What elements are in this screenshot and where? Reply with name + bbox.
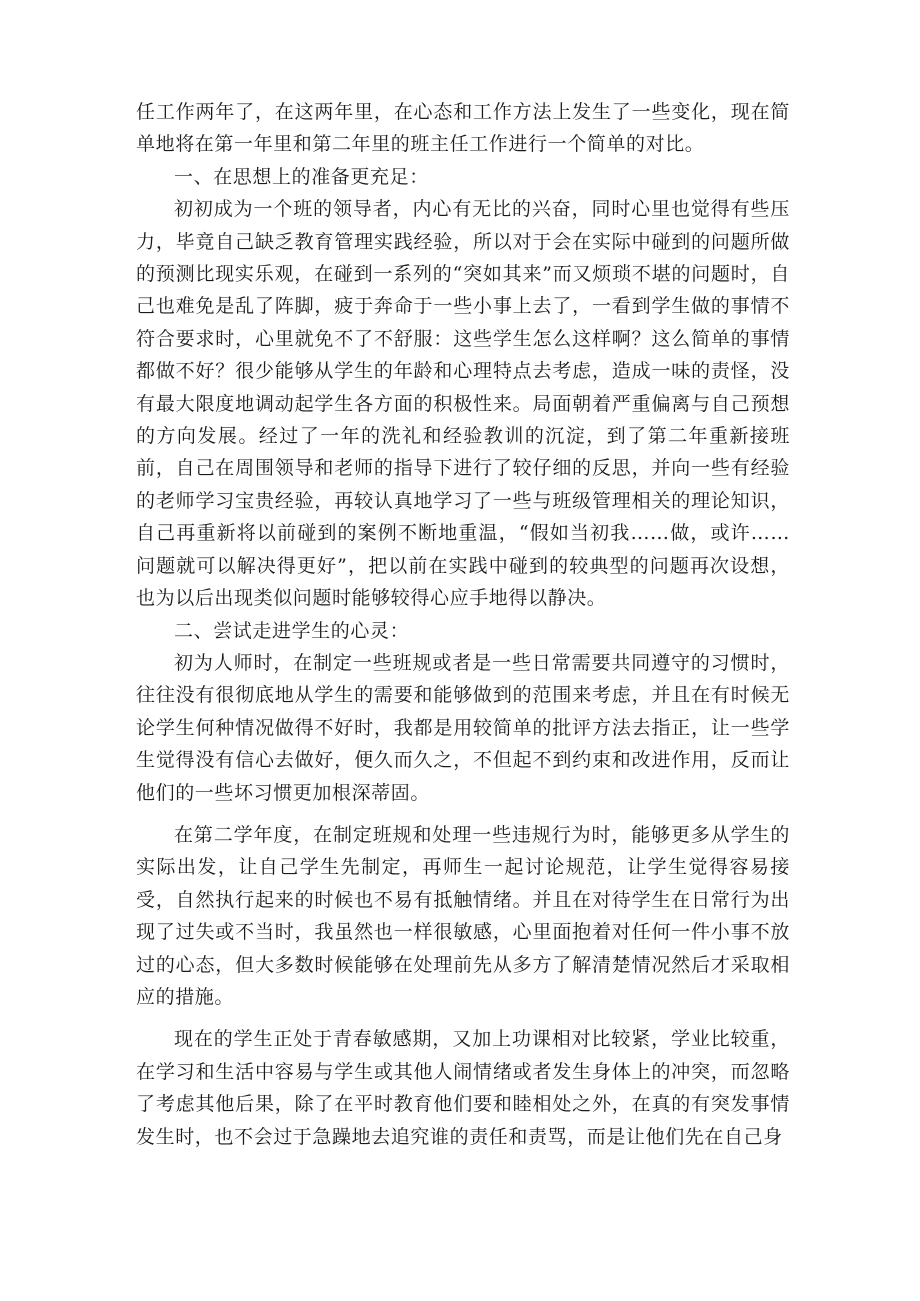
body-paragraph: 初为人师时，在制定一些班规或者是一些日常需要共同遵守的习惯时，往往没有很彻底地从学生的需要和能够做到的范围来考虑，并且在有时候无论学生何种情况做得不好时，我都是用较简单的批评方法去指正，让一些学生觉得没有信心去做好，便久而久之，不但起不到约束和改进作用，反而让他们的一些坏习惯更加根深蒂固。 xyxy=(136,651,790,804)
section-heading-1: 一、在思想上的准备更充足： xyxy=(174,165,429,188)
intro-paragraph: 任工作两年了，在这两年里，在心态和工作方法上发生了一些变化，现在简单地将在第一年里和第二年里的班主任工作进行一个简单的对比。 xyxy=(136,101,790,156)
document-body xyxy=(136,96,790,1153)
body-paragraph: 现在的学生正处于青春敏感期，又加上功课相对比较紧，学业比较重，在学习和生活中容易与学生或其他人闹情绪或者发生身体上的冲突，而忽略了考虑其他后果，除了在平时教育他们要和睦相处之外，在真的有突发事情发生时，也不会过于急躁地去追究谁的责任和责骂，而是让他们先在自己身 xyxy=(136,1028,790,1148)
section-heading-2: 二、尝试走进学生的心灵： xyxy=(174,619,410,642)
body-paragraph: 初初成为一个班的领导者，内心有无比的兴奋，同时心里也觉得有些压力，毕竟自己缺乏教育管理实践经验，所以对于会在实际中碰到的问题所做的预测比现实乐观，在碰到一系列的“突如其来”而又烦琐不堪的问题时，自己也难免是乱了阵脚，疲于奔命于一些小事上去了，一看到学生做的事情不符合要求时，心里就免不了不舒服：这些学生怎么这样啊？这么简单的事情都做不好？很少能够从学生的年龄和心理特点去考虑，造成一味的责怪，没有最大限度地调动起学生各方面的积极性来。局面朝着严重偏离与自己预想的方向发展。经过了一年的洗礼和经验教训的沉淀，到了第二年重新接班前，自己在周围领导和老师的指导下进行了较仔细的反思，并向一些有经验的老师学习宝贵经验，再较认真地学习了一些与班级管理相关的理论知识，自己再重新将以前碰到的案例不断地重温，“假如当初我……做，或许……问题就可以解决得更好”，把以前在实践中碰到的较典型的问题再次设想，也为以后出现类似问题时能够较得心应手地得以静决。 xyxy=(136,198,790,610)
body-paragraph: 在第二学年度，在制定班规和处理一些违规行为时，能够更多从学生的实际出发，让自己学生先制定，再师生一起讨论规范，让学生觉得容易接受，自然执行起来的时候也不易有抵触情绪。并且在对待学生在日常行为出现了过失或不当时，我虽然也一样很敏感，心里面抱着对任何一件小事不放过的心态，但大多数时候能够在处理前先从多方了解清楚情况然后才采取相应的措施。 xyxy=(136,823,790,1008)
